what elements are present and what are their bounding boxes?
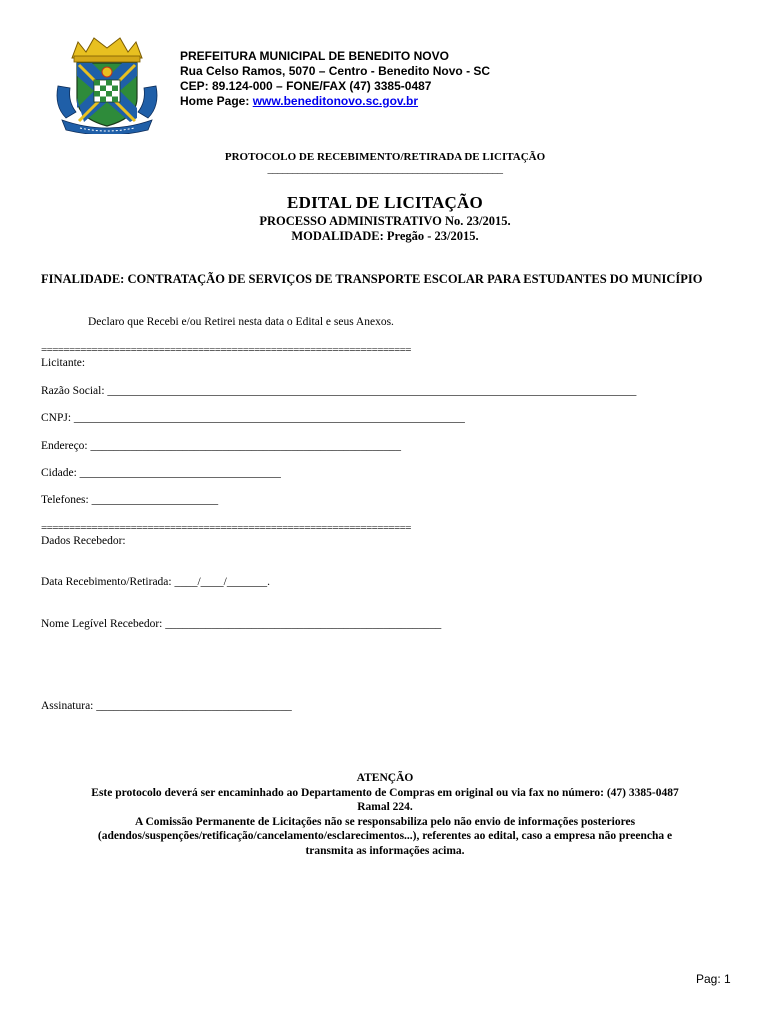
attention-notice <box>0 771 770 858</box>
finalidade: FINALIDADE: CONTRATAÇÃO DE SERVIÇOS DE TRANSPORTE ESCOLAR PARA ESTUDANTES DO MUNICÍPIO <box>41 272 703 286</box>
municipality-name: PREFEITURA MUNICIPAL DE BENEDITO NOVO <box>180 49 449 63</box>
municipality-address: Rua Celso Ramos, 5070 – Centro - Benedito Novo - SC <box>180 64 491 78</box>
municipal-coat-of-arms-icon <box>52 36 162 134</box>
cnpj-field[interactable]: CNPJ: ____________________________________________________________________ <box>41 412 465 424</box>
razao-social-field[interactable]: Razão Social: ____________________________________________________________________________________________ <box>41 385 637 397</box>
data-recebimento-field[interactable]: Data Recebimento/Retirada: ____/____/_______. <box>41 576 270 588</box>
attention-line: Este protocolo deverá ser encaminhado ao Departamento de Compras em original ou via fax no número: (47) 3385-0487 <box>91 786 679 799</box>
attention-line: (adendos/suspenções/retificação/cancelamento/esclarecimentos...), referentes ao edital, caso a empresa não preencha e <box>97 830 673 842</box>
recebedor-heading: Dados Recebedor: <box>41 535 126 547</box>
protocol-rule: _______________________________________________ <box>267 163 503 175</box>
nome-recebedor-field[interactable]: Nome Legível Recebedor: ________________________________________________ <box>41 618 442 630</box>
homepage-line <box>180 94 490 109</box>
cidade-field[interactable]: Cidade: ___________________________________ <box>41 467 281 479</box>
licitante-heading: Licitante: <box>41 357 86 369</box>
page-number: Pag: 1 <box>696 972 731 986</box>
modalidade: MODALIDADE: Pregão - 23/2015. <box>291 229 479 243</box>
attention-line: A Comissão Permanente de Licitações não se responsabiliza pelo não envio de informações posteriores <box>134 815 636 828</box>
divider: ================================================================== <box>41 344 411 356</box>
telefones-field[interactable]: Telefones: ______________________ <box>41 494 219 506</box>
municipality-header <box>180 49 490 109</box>
edital-title: EDITAL DE LICITAÇÃO <box>287 193 483 212</box>
assinatura-field[interactable]: Assinatura: __________________________________ <box>41 700 292 712</box>
municipality-contact: CEP: 89.124-000 – FONE/FAX (47) 3385-0487 <box>180 79 432 93</box>
declaration-text: Declaro que Recebi e/ou Retirei nesta data o Edital e seus Anexos. <box>88 316 394 328</box>
processo-number: PROCESSO ADMINISTRATIVO No. 23/2015. <box>259 214 511 228</box>
homepage-label: Home Page: <box>180 94 253 108</box>
attention-line: transmita as informações acima. <box>305 844 465 857</box>
protocol-title: PROTOCOLO DE RECEBIMENTO/RETIRADA DE LICITAÇÃO <box>224 151 546 163</box>
endereco-field[interactable]: Endereço: ______________________________________________________ <box>41 440 401 452</box>
attention-line: Ramal 224. <box>357 801 413 813</box>
attention-title: ATENÇÃO <box>356 772 414 784</box>
divider: ================================================================== <box>41 522 411 534</box>
homepage-link[interactable]: www.beneditonovo.sc.gov.br <box>252 94 419 108</box>
